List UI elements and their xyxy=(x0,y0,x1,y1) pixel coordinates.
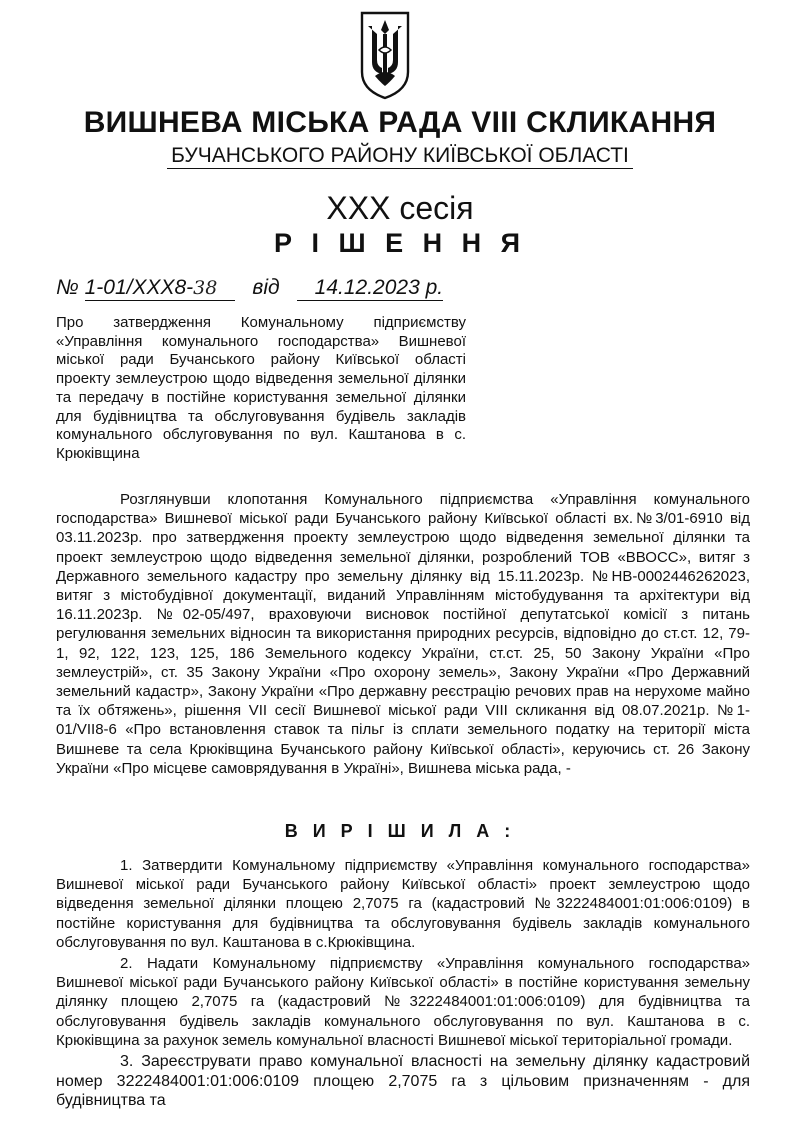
resolved-heading: В И Р І Ш И Л А : xyxy=(284,821,516,841)
resolution-item-3: 3. Зареєструвати право комунальної власності на земельну ділянку кадастровий номер 3222484001:01:006:0109 площею 2,7075 га з цільовим призначенням - для будівництва та xyxy=(56,1053,750,1110)
document-type: Р І Ш Е Н Н Я xyxy=(273,228,527,258)
decision-number-handwritten: 38 xyxy=(193,277,218,299)
district-line: БУЧАНСЬКОГО РАЙОНУ КИЇВСЬКОЇ ОБЛАСТІ xyxy=(167,144,633,169)
resolution-item-2: 2. Надати Комунальному підприємству «Управління комунального господарства» Вишневої міської ради Бучанського району Київської області» в постійне користування земельну ділянку площею 2,7075 га (кадастровий №3222484001:01:006:0109) для будівництва та обслуговування будівель закладів комунального обслуговування по вул. Каштанова в с. Крюківщина за рахунок земель комунальної власності Вишневої міської територіальної громади. xyxy=(56,955,750,1049)
decision-number-line xyxy=(56,276,443,300)
preamble-paragraph: Розглянувши клопотання Комунального підприємства «Управління комунального господарства» Вишневої міської ради Бучанського району Київської області вх.№3/01-6910 від 03.11.2023р. про затвердження проекту землеустрою щодо відведення земельної ділянки та проект землеустрою щодо відведення земельної ділянки, розроблений ТОВ «ВВОСС», витяг з Державного земельного кадастру про земельну ділянку від 15.11.2023р. №НВ-0002446262023, витяг з містобудівної документації, виданий Управлінням містобудування та архітектури від 16.11.2023р. №02-05/497, враховуючи висновок постійної депутатської комісії з питань регулювання земельних відносин та використання природних ресурсів, відповідно до ст.ст. 12, 79-1, 92, 122, 123, 125, 186 Земельного кодексу України, ст.ст. 25, 50 Закону України «Про землеустрій», ст. 35 Закону України «Про охорону земель», Закону України «Про Державний земельний кадастр», Закону України «Про державну реєстрацію речових прав на нерухоме майно та їх обтяжень», рішення VII сесії Вишневої міської ради VIII скликання від 08.07.2021р. №1-01/VII8-6 «Про встановлення ставок та пільг із сплати земельного податку на території міста Вишневе та села Крюківщина Бучанського району Київської області», керуючись ст. 26 Закону України «Про місцеве самоврядування в Україні», Вишнева міська рада, - xyxy=(56,491,750,777)
decision-date: 14.12.2023 р. xyxy=(297,276,443,301)
resolution-items xyxy=(56,856,750,1113)
decision-subject: Про затвердження Комунальному підприємству «Управління комунального господарства» Вишневої міської ради Бучанського району Київської області проекту землеустрою щодо відведення земельної ділянки та передачу в постійне користування земельної ділянки для будівництва та обслуговування будівель закладів комунального обслуговування по вул. Каштанова в с. Крюківщина xyxy=(56,314,466,462)
coat-of-arms-icon xyxy=(358,10,412,100)
council-title: ВИШНЕВА МІСЬКА РАДА VIII СКЛИКАННЯ xyxy=(83,106,717,139)
date-prefix: від xyxy=(252,276,280,299)
preamble xyxy=(56,490,750,778)
session-title: ХХХ сесія xyxy=(326,190,474,226)
decision-number: 1-01/XXX8- xyxy=(84,276,194,299)
number-prefix: № xyxy=(56,276,79,299)
resolution-item-1: 1. Затвердити Комунальному підприємству «Управління комунального господарства» Вишневої міської ради Бучанського району Київської області» проект землеустрою щодо відведення земельної ділянки площею 2,7075 га (кадастровий №3222484001:01:006:0109) в постійне користування для будівництва та обслуговування будівель закладів комунального обслуговування по вул. Каштанова в с.Крюківщина. xyxy=(56,857,750,951)
